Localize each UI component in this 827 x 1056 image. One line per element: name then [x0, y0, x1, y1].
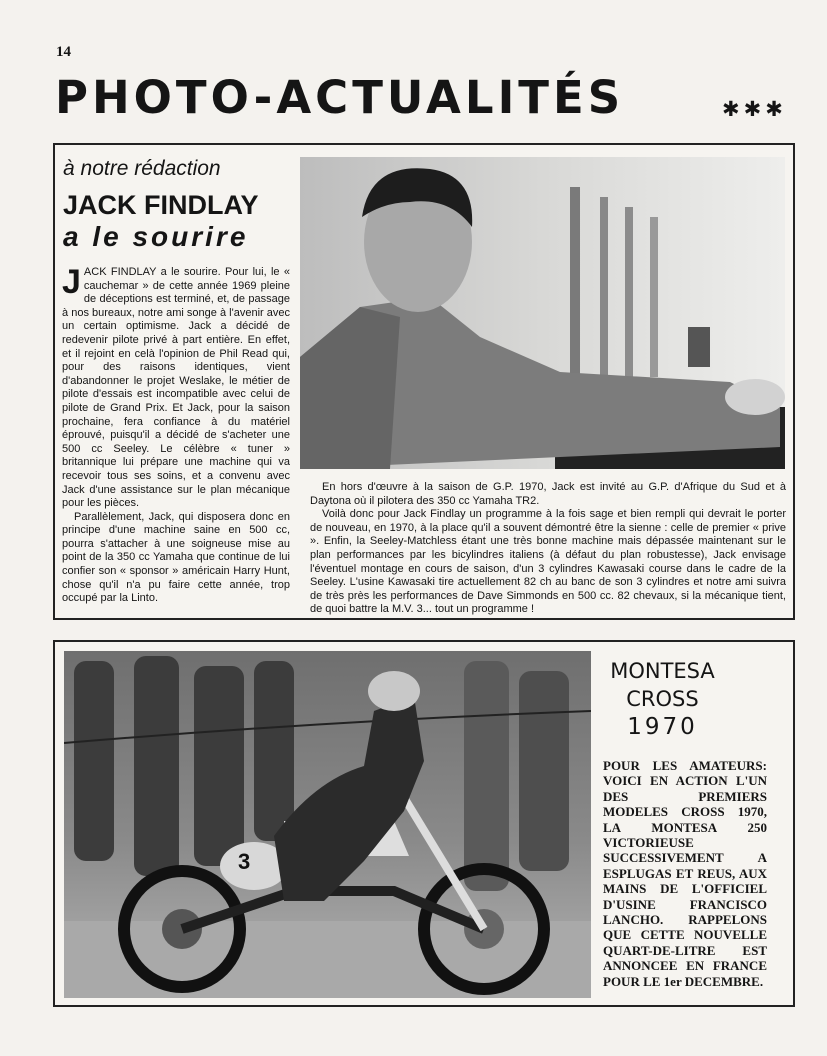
portrait-illustration: [300, 157, 785, 469]
paragraph: [62, 263, 290, 511]
masthead-title: PHOTO-ACTUALITÉS: [55, 71, 625, 124]
montesa-action-photo: [64, 651, 591, 998]
page-number: 14: [56, 44, 71, 60]
montesa-title-line1: MONTESA: [610, 659, 715, 683]
article-column-right: [310, 481, 786, 617]
article-kicker: à notre rédaction: [63, 157, 221, 180]
bike-number-plate: 3: [238, 849, 251, 874]
article-column-left: [62, 263, 290, 606]
paragraph: Voilà donc pour Jack Findlay un programme à la fois sage et bien rempli qui devrait le porter de nouveau, en 1970, à la place qu'il a souvent démontré être la sienne : celle de premier « prive ». Enfin, la Seeley-Matchless étant une très bonne machine mais dépassée maintenant sur le plan performances par les bicylindres italiens (à défaut du plan robustesse), Jack envisage l'éventuel montage en cours de saison, d'un 3 cylindres Kawasaki course dans le cadre de la Seeley. L'usine Kawasaki tire actuellement 82 ch au banc de son 3 cylindres et notre ami suivra de très près les performances de Dave Simmonds en 500 cc. 82 chevaux, si la mécanique tient, de quoi battre la M.V. 3... tout un programme !: [310, 508, 786, 616]
montesa-title-line2: CROSS: [626, 687, 699, 711]
masthead-stars: ✱✱✱: [722, 97, 787, 121]
article-headline: [63, 189, 293, 253]
paragraph-text: ACK FINDLAY a le sourire. Pour lui, le « cauchemar » de cette année 1969 pleine de déceptions est terminé, et, de passage à nos bureaux, notre ami songe à l'avenir avec un certain optimisme. Jack a décidé de redevenir pilote privé à part entière. En effet, et il rejoint en celà l'opinion de Phil Read qui, pour des raisons identiques, vient d'abandonner le projet Weslake, le métier de pilote d'essais est incompatible avec celui de pilote de Grand Prix. Et Jack, pour la saison prochaine, fera confiance à du matériel éprouvé, puisqu'il a décidé de s'acheter une 500 cc Seeley. Le célèbre « tuner » britannique lui prépare une machine qui va recevoir tous ses soins, et a convenu avec Jack d'une assistance sur le plan mécanique pour les pièces.: [62, 266, 290, 510]
montesa-caption: POUR LES AMATEURS: VOICI EN ACTION L'UN DES PREMIERS MODELES CROSS 1970, LA MONTESA 250 VICTORIEUSE SUCCESSIVEMENT A ESPLUGAS ET REUS, AUX MAINS DE L'OFFICIEL D'USINE FRANCISCO LANCHO. RAPPELONS QUE CETTE NOUVELLE QUART-DE-LITRE EST ANNONCEE EN FRANCE POUR LE 1er DECEMBRE.: [603, 758, 767, 989]
findlay-portrait-photo: [300, 157, 785, 469]
motocross-illustration: [64, 651, 591, 998]
article-findlay: [53, 143, 795, 620]
montesa-title-line3: 1970: [627, 714, 698, 740]
headline-line1: JACK FINDLAY: [63, 190, 259, 220]
paragraph: En hors d'œuvre à la saison de G.P. 1970, Jack est invité au G.P. d'Afrique du Sud et à Daytona où il pilotera des 350 cc Yamaha TR2.: [310, 481, 786, 507]
paragraph: Parallèlement, Jack, qui disposera donc en principe d'une machine saine en 500 cc, pourra s'attacher à une soigneuse mise au point de la 350 cc Yamaha que continue de lui confier son « sponsor » américain Harry Hunt, chose qu'il n'a pu faire cette année, trop occupé par la Linto.: [62, 510, 290, 605]
drop-cap: J: [62, 263, 81, 301]
article-montesa: [53, 640, 795, 1007]
headline-line2: a le sourire: [63, 221, 249, 252]
